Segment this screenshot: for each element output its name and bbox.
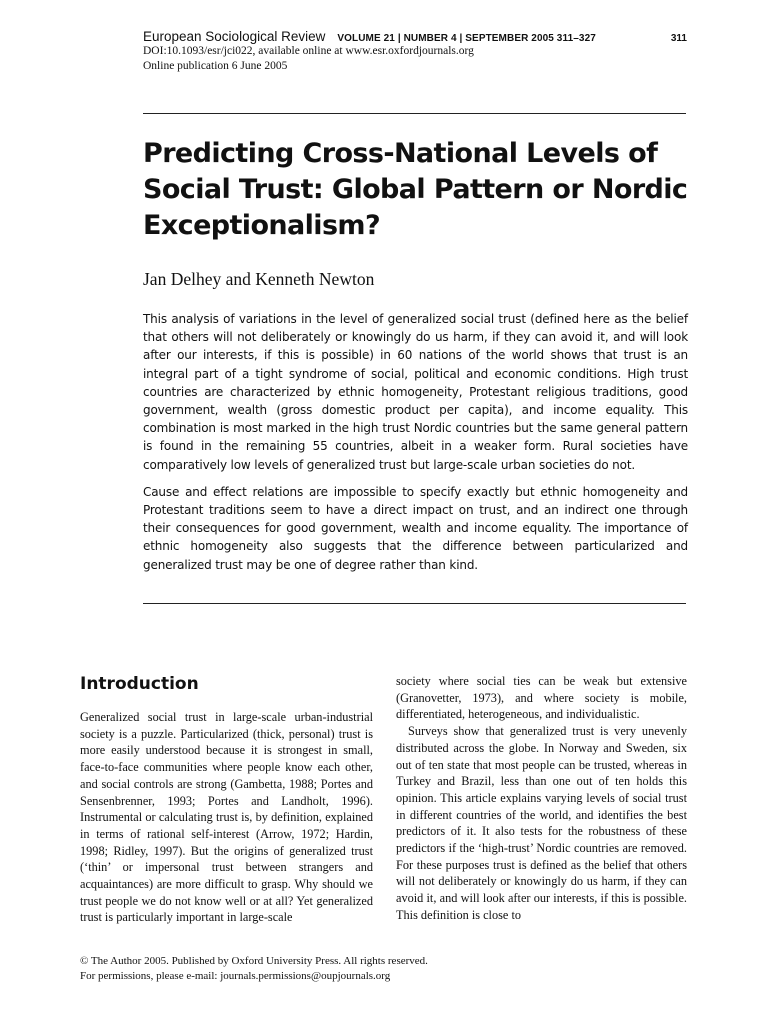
doi-line: DOI:10.1093/esr/jci022, available online at www.esr.oxfordjournals.org [143, 45, 474, 57]
article-authors: Jan Delhey and Kenneth Newton [143, 269, 375, 289]
header-line [143, 29, 687, 44]
abstract-bottom-rule [143, 603, 686, 604]
online-publication-date: Online publication 6 June 2005 [143, 60, 288, 72]
abstract-paragraph: This analysis of variations in the level of generalized social trust (defined here as the belief that others will not deliberately or knowingly do us harm, if they can avoid it, and will look after our interests, if this is possible) in 60 nations of the world shows that trust is an integral part of a tight syndrome of social, political and economic conditions. High trust countries are characterized by ethnic homogeneity, Protestant religious traditions, good government, wealth (gross domestic product per capita), and income equality. This combination is most marked in the high trust Nordic countries but the same general pattern is found in the remaining 55 countries, albeit in a weaker form. Rural societies have comparatively low levels of generalized trust but large-scale urban societies do not. [143, 312, 688, 472]
body-column-right [396, 673, 687, 924]
title-top-rule [143, 113, 686, 114]
journal-name: European Sociological Review [143, 29, 326, 44]
body-paragraph: Surveys show that generalized trust is very unevenly distributed across the globe. In Norway and Sweden, six out of ten state that most people can be trusted, whereas in Turkey and Brazil, less than one out of ten holds this opinion. This article explains varying levels of social trust in different countries of the world, and identifies the best predictors of it. It also tests for the robustness of these predictors if the ‘high-trust’ Nordic countries are removed. For these purposes trust is defined as the belief that others will not deliberately or knowingly do us harm, if they can avoid it, and will look after our interests, if this is possible. This definition is close to [396, 724, 687, 922]
copyright-notice: © The Author 2005. Published by Oxford University Press. All rights reserved. [80, 955, 428, 967]
section-heading-introduction: Introduction [80, 674, 199, 694]
page-footer [80, 954, 680, 984]
body-column-left [80, 673, 373, 926]
running-header [143, 29, 687, 74]
issue-info: VOLUME 21 | NUMBER 4 | SEPTEMBER 2005 311–327 [337, 33, 596, 44]
article-title: Predicting Cross-National Levels of Social Trust: Global Pattern or Nordic Exceptionalism? [143, 138, 688, 241]
abstract-paragraph: Cause and effect relations are impossible to specify exactly but ethnic homogeneity and Protestant traditions seem to have a direct impact on trust, and an indirect one through their consequences for good government, wealth and income equality. The importance of ethnic homogeneity also suggests that the difference between particularized and generalized trust may be one of degree rather than kind. [143, 484, 688, 572]
page-number: 311 [670, 33, 687, 44]
body-paragraph: society where social ties can be weak but extensive (Granovetter, 1973), and where society is mobile, differentiated, heterogeneous, and individualistic. [396, 674, 687, 722]
body-paragraph: Generalized social trust in large-scale urban-industrial society is a puzzle. Particularized (thick, personal) trust is more easily understood because it is strongest in small, face-to-face communities where people know each other, and social controls are strong (Gambetta, 1988; Portes and Sensenbrenner, 1993; Portes and Landholt, 1996). Instrumental or calculating trust is, by definition, explained in terms of rational self-interest (Arrow, 1972; Hardin, 1998; Ridley, 1997). But the origins of generalized trust (‘thin’ or impersonal trust between strangers and acquaintances) are more difficult to grasp. Why should we trust people we do not know well or at all? Yet generalized trust is particularly important in large-scale [80, 710, 373, 925]
abstract [143, 310, 688, 583]
permissions-notice: For permissions, please e-mail: journals.permissions@oupjournals.org [80, 970, 391, 982]
